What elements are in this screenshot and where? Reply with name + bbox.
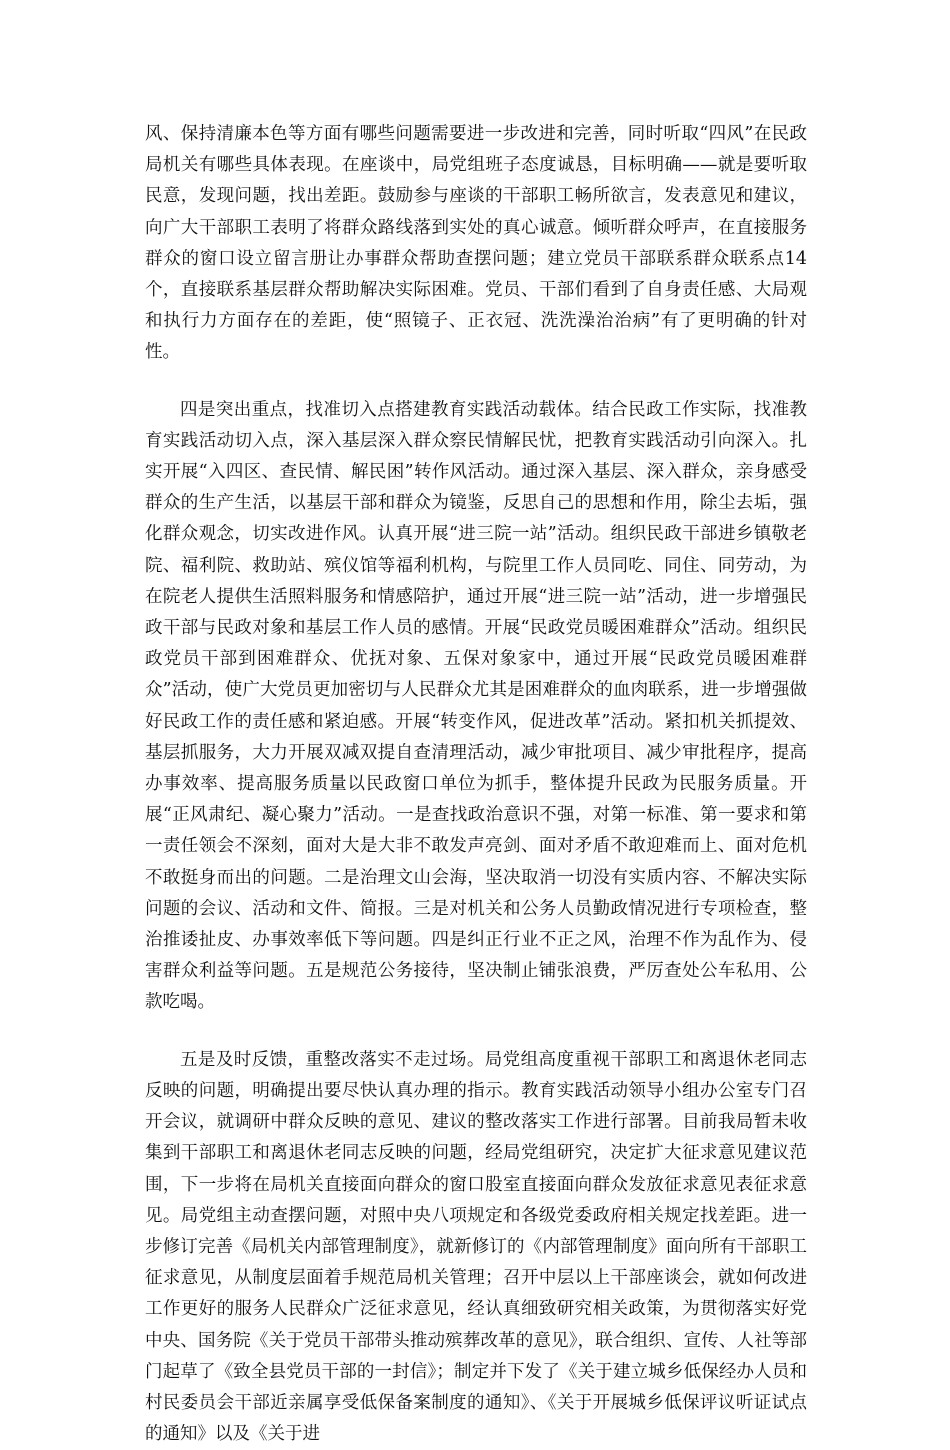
paragraph-3: 五是及时反馈，重整改落实不走过场。局党组高度重视干部职工和离退休老同志反映的问题，明确提出要尽快认真办理的指示。教育实践活动领导小组办公室专门召开会议，就调研中群众反映的意见、建议的整改落实工作进行部署。目前我局暂未收集到干部职工和离退休老同志反映的问题，经局党组研究，决定扩大征求意见建议范围，下一步将在局机关直接面向群众的窗口股室直接面向群众发放征求意见表征求意见。局党组主动查摆问题，对照中央八项规定和各级党委政府相关规定找差距。进一步修订完善《局机关内部管理制度》，就新修订的《内部管理制度》面向所有干部职工征求意见，从制度层面着手规范局机关管理；召开中层以上干部座谈会，就如何改进工作更好的服务人民群众广泛征求意见，经认真细致研究相关政策，为贯彻落实好党中央、国务院《关于党员干部带头推动殡葬改革的意见》，联合组织、宣传、人社等部门起草了《致全县党员干部的一封信》；制定并下发了《关于建立城乡低保经办人员和村民委员会干部近亲属享受低保备案制度的通知》、《关于开展城乡低保评议听证试点的通知》以及《关于进 (145, 1049, 807, 1445)
paragraph-gap (145, 369, 807, 395)
paragraph-2: 四是突出重点，找准切入点搭建教育实践活动载体。结合民政工作实际，找准教育实践活动切入点，深入基层深入群众察民情解民忧，把教育实践活动引向深入。扎实开展“入四区、查民情、解民困”转作风活动。通过深入基层、深入群众，亲身感受群众的生产生活，以基层干部和群众为镜鉴，反思自己的思想和作用，除尘去垢，强化群众观念，切实改进作风。认真开展“进三院一站”活动。组织民政干部进乡镇敬老院、福利院、救助站、殡仪馆等福利机构，与院里工作人员同吃、同住、同劳动，为在院老人提供生活照料服务和情感陪护，通过开展“进三院一站”活动，进一步增强民政干部与民政对象和基层工作人员的感情。开展“民政党员暖困难群众”活动。组织民政党员干部到困难群众、优抚对象、五保对象家中，通过开展“民政党员暖困难群众”活动，使广大党员更加密切与人民群众尤其是困难群众的血肉联系，进一步增强做好民政工作的责任感和紧迫感。开展“转变作风，促进改革”活动。紧扣机关抓提效、基层抓服务，大力开展双减双提自查清理活动，减少审批项目、减少审批程序，提高办事效率、提高服务质量以民政窗口单位为抓手，整体提升民政为民服务质量。开展“正风肃纪、凝心聚力”活动。一是查找政治意识不强，对第一标准、第一要求和第一责任领会不深刻，面对大是大非不敢发声亮剑、面对矛盾不敢迎难而上、面对危机不敢挺身而出的问题。二是治理文山会海，坚决取消一切没有实质内容、不解决实际问题的会议、活动和文件、简报。三是对机关和公务人员勤政情况进行专项检查，整治推诿扯皮、办事效率低下等问题。四是纠正行业不正之风，治理不作为乱作为、侵害群众利益等问题。五是规范公务接待，坚决制止铺张浪费，严厉查处公车私用、公款吃喝。 (145, 399, 807, 1013)
paragraph-gap (145, 1019, 807, 1045)
document-page (145, 119, 807, 1450)
paragraph-1: 风、保持清廉本色等方面有哪些问题需要进一步改进和完善，同时听取“四风”在民政局机关有哪些具体表现。在座谈中，局党组班子态度诚恳，目标明确——就是要听取民意，发现问题，找出差距。鼓励参与座谈的干部职工畅所欲言，发表意见和建议，向广大干部职工表明了将群众路线落到实处的真心诚意。倾听群众呼声，在直接服务群众的窗口设立留言册让办事群众帮助查摆问题；建立党员干部联系群众联系点14个，直接联系基层群众帮助解决实际困难。党员、干部们看到了自身责任感、大局观和执行力方面存在的差距，使“照镜子、正衣冠、洗洗澡治治病”有了更明确的针对性。 (145, 124, 807, 363)
